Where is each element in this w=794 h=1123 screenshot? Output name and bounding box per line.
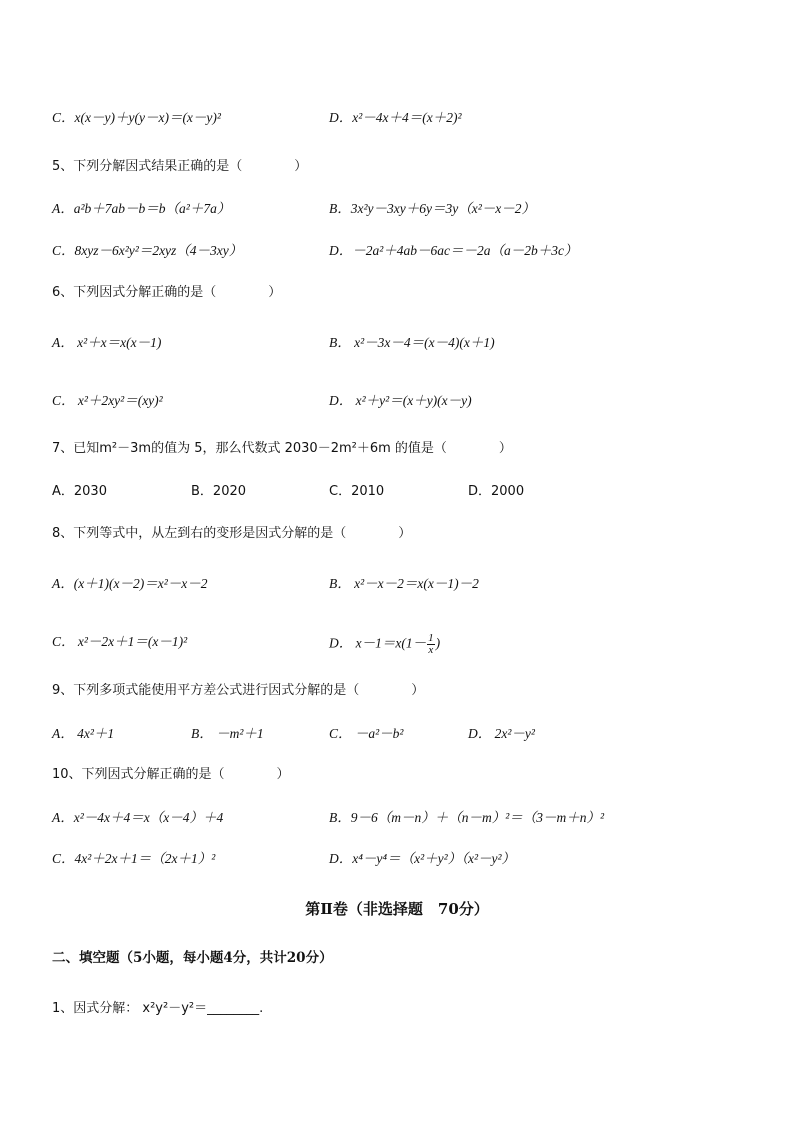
part-two-title: 第Ⅱ卷（非选择题 70分）: [305, 900, 489, 918]
q5-stem: 5、下列分解因式结果正确的是（ ）: [52, 159, 308, 174]
q8-stem: 8、下列等式中，从左到右的变形是因式分解的是（ ）: [52, 526, 412, 541]
q5-option-a: A．a²b＋7ab－b＝b（a²＋7a）: [52, 201, 231, 216]
q10-option-d: D．x⁴－y⁴＝（x²＋y²）（x²－y²）: [329, 851, 516, 866]
q7-option-a: A．2030: [52, 484, 107, 499]
q6-option-c: C． x²＋2xy²＝(xy)²: [52, 393, 163, 408]
q7-option-c: C．2010: [329, 484, 385, 499]
q7-option-b: B．2020: [191, 484, 247, 499]
section-fill-blank-heading: 二、填空题（5小题，每小题4分，共计20分）: [52, 950, 333, 966]
q8-option-d: [329, 633, 440, 656]
fill-question-1: 1、因式分解： x²y²－y²＝________.: [52, 1001, 264, 1016]
q6-option-a: A． x²＋x＝x(x－1): [52, 335, 162, 350]
q7-stem: 7、已知m²－3m的值为 5，那么代数式 2030－2m²＋6m 的值是（ ）: [52, 441, 512, 456]
q10-option-a: A．x²－4x＋4＝x（x－4）＋4: [52, 810, 224, 825]
q4-option-c: C．x(x－y)＋y(y－x)＝(x－y)²: [52, 110, 221, 125]
q8-option-d-numerator: 1: [428, 632, 434, 644]
q8-option-a: A．(x＋1)(x－2)＝x²－x－2: [52, 576, 208, 591]
q8-option-c: C． x²－2x＋1＝(x－1)²: [52, 634, 188, 649]
q5-option-b: B．3x²y－3xy＋6y＝3y（x²－x－2）: [329, 201, 536, 216]
q10-stem: 10、下列因式分解正确的是（ ）: [52, 767, 290, 782]
q8-option-d-fraction: [427, 633, 435, 656]
q9-stem: 9、下列多项式能使用平方差公式进行因式分解的是（ ）: [52, 683, 425, 698]
q8-option-d-denominator: x: [428, 644, 434, 656]
q8-option-d-text: D． x－1＝x(1－: [329, 635, 427, 651]
q10-option-c: C．4x²＋2x＋1＝（2x＋1）²: [52, 851, 216, 866]
q6-option-b: B． x²－3x－4＝(x－4)(x＋1): [329, 335, 495, 350]
q8-option-d-close: ): [435, 635, 441, 651]
q10-option-b: B．9－6（m－n）＋（n－m）²＝（3－m＋n）²: [329, 810, 605, 825]
q6-stem: 6、下列因式分解正确的是（ ）: [52, 285, 282, 300]
q5-option-c: C．8xyz－6x²y²＝2xyz（4－3xy）: [52, 243, 243, 258]
q9-option-a: A． 4x²＋1: [52, 726, 115, 741]
q4-option-d: D．x²－4x＋4＝(x＋2)²: [329, 110, 462, 125]
q8-option-b: B． x²－x－2＝x(x－1)－2: [329, 576, 479, 591]
q9-option-c: C． －a²－b²: [329, 726, 404, 741]
q9-option-d: D． 2x²－y²: [468, 726, 535, 741]
q7-option-d: D．2000: [468, 484, 525, 499]
q5-option-d: D．－2a²＋4ab－6ac＝－2a（a－2b＋3c）: [329, 243, 578, 258]
q9-option-b: B． －m²＋1: [191, 726, 264, 741]
q6-option-d: D． x²＋y²＝(x＋y)(x－y): [329, 393, 472, 408]
